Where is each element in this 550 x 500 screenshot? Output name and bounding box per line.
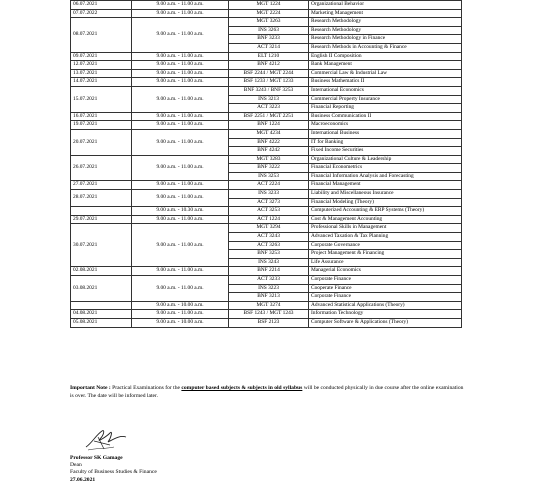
signature-block bbox=[70, 455, 157, 484]
exam-date: 19.07.2021 bbox=[71, 121, 132, 130]
course-code: BNF 4212 bbox=[229, 61, 309, 70]
table-row bbox=[71, 78, 462, 87]
table-row bbox=[71, 207, 462, 216]
course-code: INS 3213 bbox=[229, 95, 309, 104]
exam-date: 26.07.2021 bbox=[71, 155, 132, 181]
exam-date: 14.07.2021 bbox=[71, 78, 132, 87]
exam-date: 28.07.2021 bbox=[71, 190, 132, 207]
exam-time: 9.00 a.m. - 11.00 a.m. bbox=[132, 215, 229, 224]
exam-time: 9.00 a.m. - 10.00 a.m. bbox=[132, 301, 229, 310]
exam-timetable bbox=[70, 0, 462, 328]
table-row bbox=[71, 310, 462, 319]
table-row bbox=[71, 215, 462, 224]
subject-name: Organizational Behavior bbox=[309, 1, 462, 10]
subject-name: Liability and Miscellaneous Insurance bbox=[309, 190, 462, 199]
course-code: ACT 3273 bbox=[229, 198, 309, 207]
subject-name: Professional Skills in Management bbox=[309, 224, 462, 233]
course-code: MGT 3283 bbox=[229, 155, 309, 164]
table-row bbox=[71, 121, 462, 130]
exam-date: 15.07.2021 bbox=[71, 86, 132, 112]
subject-name: International Economics bbox=[309, 86, 462, 95]
table-row bbox=[71, 181, 462, 190]
exam-time: 9.00 a.m. - 11.00 a.m. bbox=[132, 276, 229, 302]
table-row bbox=[71, 61, 462, 70]
subject-name: Life Assurance bbox=[309, 258, 462, 267]
subject-name: English II Composition bbox=[309, 52, 462, 61]
subject-name: Financial Information Analysis and Forecasting bbox=[309, 172, 462, 181]
exam-date: 09.07.2021 bbox=[71, 52, 132, 61]
exam-date bbox=[71, 301, 132, 310]
exam-time: 9.00 a.m. - 11.00 a.m. bbox=[132, 224, 229, 267]
timetable-table bbox=[70, 0, 462, 328]
exam-time: 9.00 a.m. - 11.00 a.m. bbox=[132, 52, 229, 61]
exam-date: 12.07.2021 bbox=[71, 61, 132, 70]
table-row bbox=[71, 112, 462, 121]
signer-date: 27.06.2021 bbox=[70, 476, 96, 483]
course-code: ACT 3223 bbox=[229, 104, 309, 113]
table-row bbox=[71, 18, 462, 27]
course-code: MGT 2224 bbox=[229, 9, 309, 18]
subject-name: Information Technology bbox=[309, 310, 462, 319]
course-code: BNF 2214 bbox=[229, 267, 309, 276]
note-text-1: Practical Examinations for the bbox=[110, 385, 182, 391]
subject-name: Corporate Finance bbox=[309, 276, 462, 285]
exam-time: 9.00 a.m. - 11.00 a.m. bbox=[132, 9, 229, 18]
exam-time: 9.00 a.m. - 11.00 a.m. bbox=[132, 129, 229, 155]
course-code: BSF 2251 / MGT 2251 bbox=[229, 112, 309, 121]
course-code: INS 3243 bbox=[229, 258, 309, 267]
course-code: MGT 1224 bbox=[229, 1, 309, 10]
table-row bbox=[71, 267, 462, 276]
course-code: ELT 1210 bbox=[229, 52, 309, 61]
table-row bbox=[71, 276, 462, 285]
exam-time: 9.00 a.m. - 11.00 a.m. bbox=[132, 267, 229, 276]
exam-date: 16.07.2021 bbox=[71, 112, 132, 121]
important-note bbox=[70, 384, 465, 400]
exam-date: 02.08.2021 bbox=[71, 267, 132, 276]
exam-date: 03.08.2021 bbox=[71, 276, 132, 302]
table-row bbox=[71, 190, 462, 199]
subject-name: Project Management & Financing bbox=[309, 250, 462, 259]
subject-name: Corporate Finance bbox=[309, 293, 462, 302]
subject-name: Business Mathematics II bbox=[309, 78, 462, 87]
course-code: INS 3223 bbox=[229, 284, 309, 293]
subject-name: Financial Reporting bbox=[309, 104, 462, 113]
course-code: MGT 3274 bbox=[229, 301, 309, 310]
exam-time: 9.00 a.m. - 11.00 a.m. bbox=[132, 121, 229, 130]
exam-date: 08.07.2021 bbox=[71, 18, 132, 52]
course-code: ACT 2224 bbox=[229, 181, 309, 190]
signer-faculty: Faculty of Business Studies & Finance bbox=[70, 469, 157, 476]
signer-name: Professor SK Gamage bbox=[70, 455, 123, 461]
subject-name: Computer Software & Applications (Theory) bbox=[309, 318, 462, 327]
course-code: ACT 3253 bbox=[229, 207, 309, 216]
note-label: Important Note : bbox=[70, 385, 111, 391]
exam-date: 07.07.2022 bbox=[71, 9, 132, 18]
course-code: MGT 4234 bbox=[229, 129, 309, 138]
course-code: INS 3233 bbox=[229, 190, 309, 199]
course-code: BNF 4222 bbox=[229, 138, 309, 147]
course-code: BSF 2244 / MGT 2244 bbox=[229, 69, 309, 78]
exam-time: 9.00 a.m. - 11.00 a.m. bbox=[132, 69, 229, 78]
course-code: BNF 4242 bbox=[229, 147, 309, 156]
exam-time: 9.00 a.m. - 11.00 a.m. bbox=[132, 78, 229, 87]
course-code: BSF 2123 bbox=[229, 318, 309, 327]
subject-name: International Business bbox=[309, 129, 462, 138]
subject-name: Cost & Management Accounting bbox=[309, 215, 462, 224]
table-row bbox=[71, 129, 462, 138]
course-code: BSF 1243 / MGT 1243 bbox=[229, 310, 309, 319]
subject-name: Research Methodology bbox=[309, 18, 462, 27]
subject-name: Corporate Governance bbox=[309, 241, 462, 250]
course-code: INS 3263 bbox=[229, 26, 309, 35]
subject-name: Advanced Statistical Applications (Theory) bbox=[309, 301, 462, 310]
course-code: BNF 3213 bbox=[229, 293, 309, 302]
course-code: BNF 3233 bbox=[229, 35, 309, 44]
subject-name: Research Methods in Accounting & Finance bbox=[309, 43, 462, 52]
subject-name: Business Communication II bbox=[309, 112, 462, 121]
course-code: ACT 3263 bbox=[229, 241, 309, 250]
subject-name: Fixed Income Securities bbox=[309, 147, 462, 156]
course-code: BNF 1224 bbox=[229, 121, 309, 130]
exam-time: 9.00 a.m. - 11.00 a.m. bbox=[132, 310, 229, 319]
subject-name: Bank Management bbox=[309, 61, 462, 70]
exam-date: 05.08.2021 bbox=[71, 318, 132, 327]
subject-name: Commercial Law & Industrial Law bbox=[309, 69, 462, 78]
table-row bbox=[71, 224, 462, 233]
table-row bbox=[71, 86, 462, 95]
subject-name: Research Methodology in Finance bbox=[309, 35, 462, 44]
course-code: BNF 3243 / BNF 3253 bbox=[229, 86, 309, 95]
course-code: BSF 1233 / MGT 1233 bbox=[229, 78, 309, 87]
table-row bbox=[71, 1, 462, 10]
course-code: BNF 3222 bbox=[229, 164, 309, 173]
subject-name: Marketing Management bbox=[309, 9, 462, 18]
course-code: ACT 3243 bbox=[229, 233, 309, 242]
subject-name: Financial Management bbox=[309, 181, 462, 190]
exam-time: 9.00 a.m. - 11.00 a.m. bbox=[132, 112, 229, 121]
note-text-2: will be conducted physically in due course after the online examination is over. The date will be informed later. bbox=[70, 385, 464, 399]
course-code: MGT 3263 bbox=[229, 18, 309, 27]
exam-time: 9.00 a.m. - 11.00 a.m. bbox=[132, 1, 229, 10]
exam-time: 9.00 a.m. - 11.00 a.m. bbox=[132, 18, 229, 52]
course-code: ACT 1224 bbox=[229, 215, 309, 224]
subject-name: Research Methodology bbox=[309, 26, 462, 35]
table-row bbox=[71, 52, 462, 61]
subject-name: Commercial Property Insurance bbox=[309, 95, 462, 104]
subject-name: Macroeconomics bbox=[309, 121, 462, 130]
exam-time: 9.00 a.m. - 11.00 a.m. bbox=[132, 155, 229, 181]
exam-time: 9.00 a.m. - 11.00 a.m. bbox=[132, 86, 229, 112]
exam-date bbox=[71, 207, 132, 216]
exam-date: 20.07.2021 bbox=[71, 129, 132, 155]
signer-title: Dean bbox=[70, 462, 82, 469]
course-code: ACT 3233 bbox=[229, 276, 309, 285]
exam-time: 9.00 a.m. - 11.00 a.m. bbox=[132, 61, 229, 70]
subject-name: Computerized Accounting & ERP Systems (Theory) bbox=[309, 207, 462, 216]
exam-time: 9.00 a.m. - 10.00 a.m. bbox=[132, 318, 229, 327]
table-row bbox=[71, 69, 462, 78]
table-row bbox=[71, 9, 462, 18]
subject-name: Organizational Culture & Leadership bbox=[309, 155, 462, 164]
course-code: BNF 3253 bbox=[229, 250, 309, 259]
exam-date: 04.08.2021 bbox=[71, 310, 132, 319]
exam-time: 9.00 a.m. - 10.30 a.m. bbox=[132, 207, 229, 216]
exam-date: 13.07.2021 bbox=[71, 69, 132, 78]
exam-time: 9.00 a.m. - 11.00 a.m. bbox=[132, 181, 229, 190]
subject-name: Financial Econometrics bbox=[309, 164, 462, 173]
table-row bbox=[71, 155, 462, 164]
subject-name: Cooperate Finance bbox=[309, 284, 462, 293]
table-row bbox=[71, 318, 462, 327]
note-emphasis: computer based subjects & subjects in old syllabus bbox=[181, 385, 303, 391]
subject-name: Financial Modeling (Theory) bbox=[309, 198, 462, 207]
exam-date: 29.07.2021 bbox=[71, 215, 132, 224]
subject-name: Managerial Economics bbox=[309, 267, 462, 276]
exam-date: 27.07.2021 bbox=[71, 181, 132, 190]
exam-date: 06.07.2021 bbox=[71, 1, 132, 10]
table-row bbox=[71, 301, 462, 310]
course-code: ACT 3214 bbox=[229, 43, 309, 52]
dean-signature bbox=[80, 425, 130, 453]
subject-name: Advanced Taxation & Tax Planning bbox=[309, 233, 462, 242]
course-code: INS 3253 bbox=[229, 172, 309, 181]
exam-time: 9.00 a.m. - 11.00 a.m. bbox=[132, 190, 229, 207]
subject-name: IT for Banking bbox=[309, 138, 462, 147]
exam-date: 30.07.2021 bbox=[71, 224, 132, 267]
course-code: MGT 3294 bbox=[229, 224, 309, 233]
